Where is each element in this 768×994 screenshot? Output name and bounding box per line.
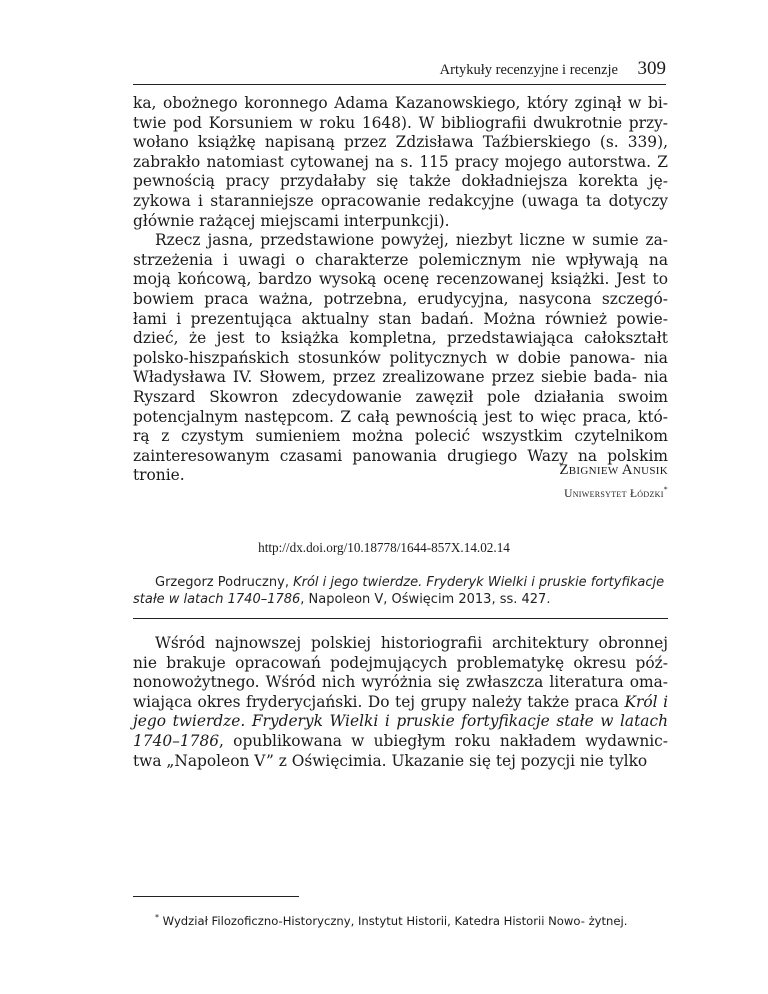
line: ka, obożnego koronnego Adama Kazanowskiego, który zginął w bi- bbox=[133, 94, 668, 112]
book-citation bbox=[133, 574, 668, 608]
line: zabrakło natomiast cytowanej na s. 115 pracy mojego autorstwa. bbox=[133, 152, 652, 171]
line: zainteresowanym czasami panowania drugiego Wazy na polskim bbox=[133, 446, 668, 465]
line: łami i prezentująca aktualny stan badań. Można również powie- bbox=[133, 309, 668, 328]
line: dzieć, że jest to książka kompletna, przedstawiająca całokształt bbox=[133, 329, 668, 348]
citation-author: Grzegorz Podruczny, bbox=[155, 575, 294, 590]
line: wołano książkę napisaną przez Zdzisława Taźbierskiego (s. 339), bbox=[133, 133, 668, 152]
line: głównie rażącej miejscami interpunkcji). bbox=[133, 211, 450, 230]
running-header bbox=[133, 58, 666, 85]
affiliation-text: Uniwersytet Łódzki bbox=[564, 487, 664, 500]
paragraph-2 bbox=[133, 231, 668, 486]
line: strzeżenia i uwagi o charakterze polemicznym nie wpływają na bbox=[133, 250, 668, 269]
line: , opublikowana w ubiegłym roku nakładem wydawnic- bbox=[219, 731, 668, 750]
book-title-italic: i jego twierdze. Fryderyk Wielki i pruskie fortyfikacje stałe w latach bbox=[133, 692, 668, 731]
line: bowiem praca ważna, potrzebna, erudycyjna, nasycona szczegó- bbox=[133, 289, 668, 308]
line: Rzecz jasna, przedstawione powyżej, niezbyt liczne w sumie za- bbox=[155, 231, 668, 250]
line: polsko-hiszpańskich stosunków politycznych w dobie panowa- bbox=[133, 348, 636, 367]
citation-publisher: , Napoleon V, Oświęcim 2013, ss. 427. bbox=[300, 592, 551, 607]
line: Z pewnością pracy przydałaby się także dokładniejsza korekta ję- bbox=[133, 152, 668, 191]
line: moją końcową, bardzo wysoką ocenę recenzowanej książki. Jest to bbox=[133, 270, 668, 289]
book-title-italic: 1740–1786 bbox=[133, 731, 220, 750]
section-divider bbox=[133, 618, 668, 619]
review-conclusion bbox=[133, 94, 668, 486]
line: tronie. bbox=[133, 466, 185, 485]
footnote bbox=[133, 909, 668, 930]
line: nonowożytnego. Wśród nich wyróżnia się zwłaszcza literatura oma- bbox=[133, 673, 668, 692]
line: nia Ryszard Skowron zdecydowanie zawęził pole działania swoim bbox=[133, 368, 668, 406]
new-review-text bbox=[133, 634, 668, 771]
line: twa „Napoleon V” z Oświęcimia. Ukazanie się tej pozycji nie tylko bbox=[133, 751, 648, 770]
line: potencjalnym następcom. Z całą pewnością jest to więc praca, któ- bbox=[133, 407, 668, 426]
footnote-text: Wydział Filozoficzno-Historyczny, Instytut Historii, Katedra Historii Nowo- bbox=[159, 913, 585, 928]
line: rą z czystym sumieniem można polecić wszystkim czytelnikom bbox=[133, 427, 668, 446]
footnote-text-cont: żytnej. bbox=[588, 913, 628, 928]
page-number: 309 bbox=[637, 58, 666, 79]
citation-title: Król i jego twierdze. Fryderyk Wielki i pruskie fortyfikacje stałe w latach 1740–1786 bbox=[133, 575, 665, 607]
footnote-divider bbox=[133, 896, 299, 897]
paragraph-3 bbox=[133, 634, 668, 771]
reviewer-name: Zbigniew Anusik bbox=[559, 462, 668, 478]
running-title: Artykuły recenzyjne i recenzje bbox=[439, 62, 618, 78]
line: Wśród najnowszej polskiej historiografii architektury obronnej bbox=[155, 634, 668, 652]
book-title-italic: Król bbox=[624, 692, 658, 711]
footnote-mark: * bbox=[155, 913, 159, 922]
line: wiająca okres fryderycjański. Do tej grupy należy także praca bbox=[133, 692, 625, 711]
doi-link[interactable]: http://dx.doi.org/10.18778/1644-857X.14.02.14 bbox=[258, 540, 510, 555]
line: nia Władysława IV. Słowem, przez zrealizowane przez siebie bada- bbox=[133, 348, 668, 387]
reviewer-affiliation bbox=[559, 485, 668, 500]
line: nie brakuje opracowań podejmujących problematykę okresu póź- bbox=[133, 653, 668, 672]
paragraph-1 bbox=[133, 94, 668, 231]
line: twie pod Korsuniem w roku 1648). W bibliografii dwukrotnie przy- bbox=[133, 113, 668, 132]
footnote-mark: * bbox=[663, 485, 668, 494]
line: zykowa i staranniejsze opracowanie redakcyjne (uwaga ta dotyczy bbox=[133, 191, 668, 210]
reviewer-signature bbox=[559, 462, 668, 500]
